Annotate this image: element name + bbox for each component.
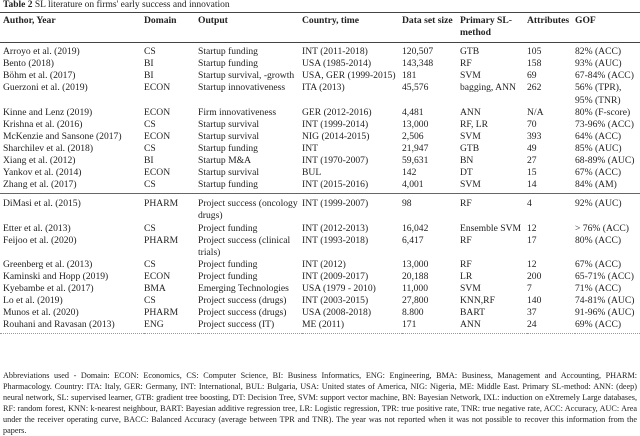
cell-dataset-size: 27,800 <box>402 295 429 307</box>
cell-sl-method: LR <box>460 270 473 282</box>
cell-output: Project success (oncology drugs) <box>198 198 298 222</box>
cell-output: Startup survival <box>198 130 260 142</box>
cell-author: Guerzoni et al. (2019) <box>3 82 88 94</box>
cell-author: Zhang et al. (2017) <box>3 179 77 191</box>
cell-attributes: 27 <box>527 155 537 167</box>
cell-author: Etter et al. (2013) <box>3 222 71 234</box>
cell-output: Project funding <box>198 222 258 234</box>
table-row <box>0 107 640 119</box>
column-header-gof: GOF <box>575 15 596 26</box>
cell-domain: CS <box>144 142 156 154</box>
cell-author: Bento (2018) <box>3 58 54 70</box>
cell-sl-method: BART <box>460 307 486 319</box>
cell-gof: 64% (ACC) <box>575 130 622 142</box>
cell-sl-method: DT <box>460 167 473 179</box>
cell-attributes: 4 <box>527 198 532 210</box>
cell-author: Krishna et al. (2016) <box>3 118 83 130</box>
cell-sl-method: RF <box>460 234 472 246</box>
cell-gof: 73-96% (ACC) <box>575 118 634 130</box>
cell-dataset-size: 11,000 <box>402 282 429 294</box>
cell-attributes: 70 <box>527 118 537 130</box>
cell-attributes: 12 <box>527 258 537 270</box>
cell-country-time: INT (1970-2007) <box>302 155 369 167</box>
cell-attributes: 393 <box>527 130 542 142</box>
section-projects <box>0 194 640 334</box>
table-row <box>0 283 640 295</box>
table-row <box>0 70 640 82</box>
table-title: SL literature on firms' early success and innovation <box>34 0 230 10</box>
cell-gof: 92% (AUC) <box>575 198 622 210</box>
cell-attributes: 69 <box>527 70 537 82</box>
table-row <box>0 119 640 131</box>
cell-dataset-size: 4,001 <box>402 179 424 191</box>
table-row <box>0 155 640 167</box>
literature-table <box>0 12 640 334</box>
cell-gof: 68-89% (AUC) <box>575 155 635 167</box>
cell-dataset-size: 13,000 <box>402 258 429 270</box>
cell-country-time: INT (2012-2013) <box>302 222 369 234</box>
cell-dataset-size: 6,417 <box>402 234 424 246</box>
cell-country-time: INT (1999-2007) <box>302 198 369 210</box>
cell-sl-method: GTB <box>460 142 480 154</box>
cell-domain: ECON <box>144 130 171 142</box>
cell-country-time: INT (2012) <box>302 258 346 270</box>
column-header-attributes: Attributes <box>527 15 570 26</box>
cell-author: Sharchilev et al. (2018) <box>3 142 94 154</box>
cell-country-time: USA (1985-2014) <box>302 58 372 70</box>
cell-domain: BI <box>144 70 154 82</box>
cell-sl-method: GTB <box>460 46 480 58</box>
cell-gof: > 76% (ACC) <box>575 222 629 234</box>
cell-output: Emerging Technologies <box>198 282 289 294</box>
cell-domain: CS <box>144 258 156 270</box>
cell-output: Startup survival, -growth <box>198 70 295 82</box>
table-caption <box>3 0 230 11</box>
cell-country-time: USA, GER (1999-2015) <box>302 70 396 82</box>
cell-country-time: BUL <box>302 167 322 179</box>
cell-sl-method: BN <box>460 155 474 167</box>
cell-author: Kyebambe et al. (2017) <box>3 282 94 294</box>
table-row <box>0 295 640 307</box>
cell-domain: ECON <box>144 167 171 179</box>
cell-output: Startup funding <box>198 142 258 154</box>
cell-attributes: 140 <box>527 295 542 307</box>
cell-output: Startup M&A <box>198 155 252 167</box>
table-row <box>0 319 640 334</box>
cell-author: Munos et al. (2020) <box>3 307 79 319</box>
column-header-author: Author, Year <box>3 15 56 26</box>
table-row <box>0 131 640 143</box>
cell-author: Kinne and Lenz (2019) <box>3 106 93 118</box>
cell-domain: BI <box>144 58 154 70</box>
cell-domain: PHARM <box>144 234 179 246</box>
cell-domain: ECON <box>144 82 171 94</box>
table-row <box>0 179 640 194</box>
cell-country-time: NIG (2014-2015) <box>302 130 370 142</box>
cell-attributes: 200 <box>527 270 542 282</box>
cell-gof: 82% (ACC) <box>575 46 622 58</box>
cell-sl-method: ANN <box>460 319 481 331</box>
cell-domain: PHARM <box>144 198 179 210</box>
cell-author: Böhm et al. (2017) <box>3 70 76 82</box>
cell-sl-method: RF <box>460 58 472 70</box>
cell-country-time: INT (1999-2014) <box>302 118 369 130</box>
table-notes: Abbreviations used - Domain: ECON: Economics, CS: Computer Science, BI: Business Informatics, ENG: Engineering, BMA: Business, Management and Accounting, PHARM: Pharmacology. Country: ITA: Italy, GER: Germany, INT: International, BUL: Bulgaria, USA: United states of America, NIG: Nigeria, ME: Middle East. Primary SL-method: ANN: (deep) neural network, SL: supervised learner, GTB: gradient tree boosting, DT: Decision Tree, SVM: support vector machine, BN: Bayesian Network, IXL: induction on eXtremely Large databases, RF: random forest, KNN: k-nearest neighbour, BART: Bayesian additive regression tree, LR: Logistic regression, TPR: true positive rate, TNR: true negative rate, ACC: Accuracy, AUC: Area under the receiver operating curve, BACC: Balanced Accuracy (average between TPR and TNR). The year was not reported when it was not possible to recover this information from the papers. <box>3 371 637 435</box>
cell-domain: BMA <box>144 282 166 294</box>
cell-gof: 74-81% (AUC) <box>575 295 635 307</box>
cell-gof: 80% (F-score) <box>575 106 631 118</box>
cell-dataset-size: 21,947 <box>402 142 429 154</box>
cell-author: Feijoo et al. (2020) <box>3 234 77 246</box>
cell-output: Startup survival <box>198 167 260 179</box>
cell-output: Project success (IT) <box>198 319 275 331</box>
cell-dataset-size: 4,481 <box>402 106 424 118</box>
table-row <box>0 307 640 319</box>
table-row <box>0 194 640 223</box>
cell-gof: 67% (ACC) <box>575 258 622 270</box>
cell-attributes: 262 <box>527 82 542 94</box>
table-row <box>0 223 640 235</box>
cell-country-time: INT (2015-2016) <box>302 179 369 191</box>
table-label: Table 2 <box>3 0 33 10</box>
cell-author: Xiang et al. (2012) <box>3 155 76 167</box>
cell-domain: ECON <box>144 270 171 282</box>
cell-country-time: INT (1993-2018) <box>302 234 369 246</box>
cell-gof: 71% (ACC) <box>575 282 622 294</box>
cell-sl-method: RF, LR <box>460 118 489 130</box>
cell-author: Greenberg et al. (2013) <box>3 258 93 270</box>
cell-author: Arroyo et al. (2019) <box>3 46 80 58</box>
cell-attributes: 14 <box>527 179 537 191</box>
cell-sl-method: bagging, ANN <box>460 82 516 94</box>
cell-gof: 85% (AUC) <box>575 142 622 154</box>
cell-dataset-size: 181 <box>402 70 417 82</box>
cell-gof: 93% (AUC) <box>575 58 622 70</box>
cell-gof: 56% (TPR), 95% (TNR) <box>575 82 622 106</box>
cell-dataset-size: 143,348 <box>402 58 434 70</box>
cell-output: Startup funding <box>198 46 258 58</box>
cell-gof: 67-84% (ACC) <box>575 70 634 82</box>
cell-sl-method: SVM <box>460 130 481 142</box>
cell-dataset-size: 59,631 <box>402 155 429 167</box>
cell-output: Project success (drugs) <box>198 295 287 307</box>
cell-country-time: USA (2008-2018) <box>302 307 372 319</box>
cell-output: Project funding <box>198 270 258 282</box>
cell-sl-method: SVM <box>460 70 481 82</box>
column-header-domain: Domain <box>144 15 177 26</box>
table-row <box>0 167 640 179</box>
cell-author: McKenzie and Sansone (2017) <box>3 130 122 142</box>
cell-output: Startup funding <box>198 179 258 191</box>
cell-attributes: 17 <box>527 234 537 246</box>
column-header-sl-method: Primary SL-method <box>460 15 512 39</box>
cell-dataset-size: 13,000 <box>402 118 429 130</box>
cell-sl-method: Ensemble SVM <box>460 222 522 234</box>
cell-attributes: 12 <box>527 222 537 234</box>
cell-country-time: INT (2009-2017) <box>302 270 369 282</box>
cell-domain: CS <box>144 118 156 130</box>
cell-dataset-size: 8.800 <box>402 307 424 319</box>
cell-sl-method: SVM <box>460 179 481 191</box>
cell-domain: ECON <box>144 106 171 118</box>
cell-output: Startup survival <box>198 118 260 130</box>
cell-domain: CS <box>144 46 156 58</box>
cell-gof: 84% (AM) <box>575 179 617 191</box>
table-row <box>0 143 640 155</box>
cell-output: Project success (clinical trials) <box>198 234 291 258</box>
cell-output: Firm innovativeness <box>198 106 277 118</box>
table-row <box>0 82 640 106</box>
cell-attributes: 158 <box>527 58 542 70</box>
cell-author: Rouhani and Ravasan (2013) <box>3 319 115 331</box>
cell-sl-method: RF <box>460 198 472 210</box>
cell-attributes: 15 <box>527 167 537 179</box>
cell-attributes: 49 <box>527 142 537 154</box>
cell-dataset-size: 171 <box>402 319 417 331</box>
column-header-country-time: Country, time <box>302 15 360 26</box>
cell-output: Project funding <box>198 258 258 270</box>
cell-output: Startup funding <box>198 58 258 70</box>
header-row <box>0 13 640 43</box>
cell-author: Kaminski and Hopp (2019) <box>3 270 109 282</box>
column-header-dataset-size: Data set size <box>402 15 453 26</box>
cell-country-time: GER (2012-2016) <box>302 106 372 118</box>
cell-dataset-size: 98 <box>402 198 412 210</box>
cell-dataset-size: 120,507 <box>402 46 434 58</box>
cell-output: Project success (drugs) <box>198 307 287 319</box>
cell-gof: 91-96% (AUC) <box>575 307 635 319</box>
cell-domain: BI <box>144 155 154 167</box>
cell-domain: ENG <box>144 319 164 331</box>
cell-dataset-size: 20,188 <box>402 270 429 282</box>
cell-dataset-size: 45,576 <box>402 82 429 94</box>
table-row <box>0 271 640 283</box>
cell-author: DiMasi et al. (2015) <box>3 198 81 210</box>
cell-country-time: ITA (2013) <box>302 82 345 94</box>
cell-country-time: USA (1979 - 2010) <box>302 282 376 294</box>
cell-gof: 80% (ACC) <box>575 234 622 246</box>
table-row <box>0 259 640 271</box>
cell-dataset-size: 16,042 <box>402 222 429 234</box>
cell-gof: 67% (ACC) <box>575 167 622 179</box>
table-row <box>0 235 640 259</box>
cell-country-time: INT <box>302 142 318 154</box>
cell-dataset-size: 2,506 <box>402 130 424 142</box>
cell-author: Lo et al. (2019) <box>3 295 63 307</box>
cell-attributes: 7 <box>527 282 532 294</box>
cell-attributes: N/A <box>527 106 544 118</box>
table-row <box>0 43 640 59</box>
cell-domain: CS <box>144 179 156 191</box>
cell-dataset-size: 142 <box>402 167 417 179</box>
cell-sl-method: KNN,RF <box>460 295 495 307</box>
cell-author: Yankov et al. (2014) <box>3 167 82 179</box>
cell-country-time: INT (2011-2018) <box>302 46 368 58</box>
cell-sl-method: RF <box>460 258 472 270</box>
cell-attributes: 37 <box>527 307 537 319</box>
cell-sl-method: ANN <box>460 106 481 118</box>
cell-output: Startup innovativeness <box>198 82 286 94</box>
cell-country-time: ME (2011) <box>302 319 345 331</box>
cell-domain: CS <box>144 222 156 234</box>
cell-gof: 65-71% (ACC) <box>575 270 634 282</box>
table-row <box>0 58 640 70</box>
section-startups <box>0 43 640 194</box>
cell-attributes: 105 <box>527 46 542 58</box>
column-header-output: Output <box>198 15 228 26</box>
cell-domain: PHARM <box>144 307 179 319</box>
cell-attributes: 24 <box>527 319 537 331</box>
cell-sl-method: SVM <box>460 282 481 294</box>
cell-gof: 69% (ACC) <box>575 319 622 331</box>
cell-domain: CS <box>144 295 156 307</box>
cell-country-time: INT (2003-2015) <box>302 295 369 307</box>
